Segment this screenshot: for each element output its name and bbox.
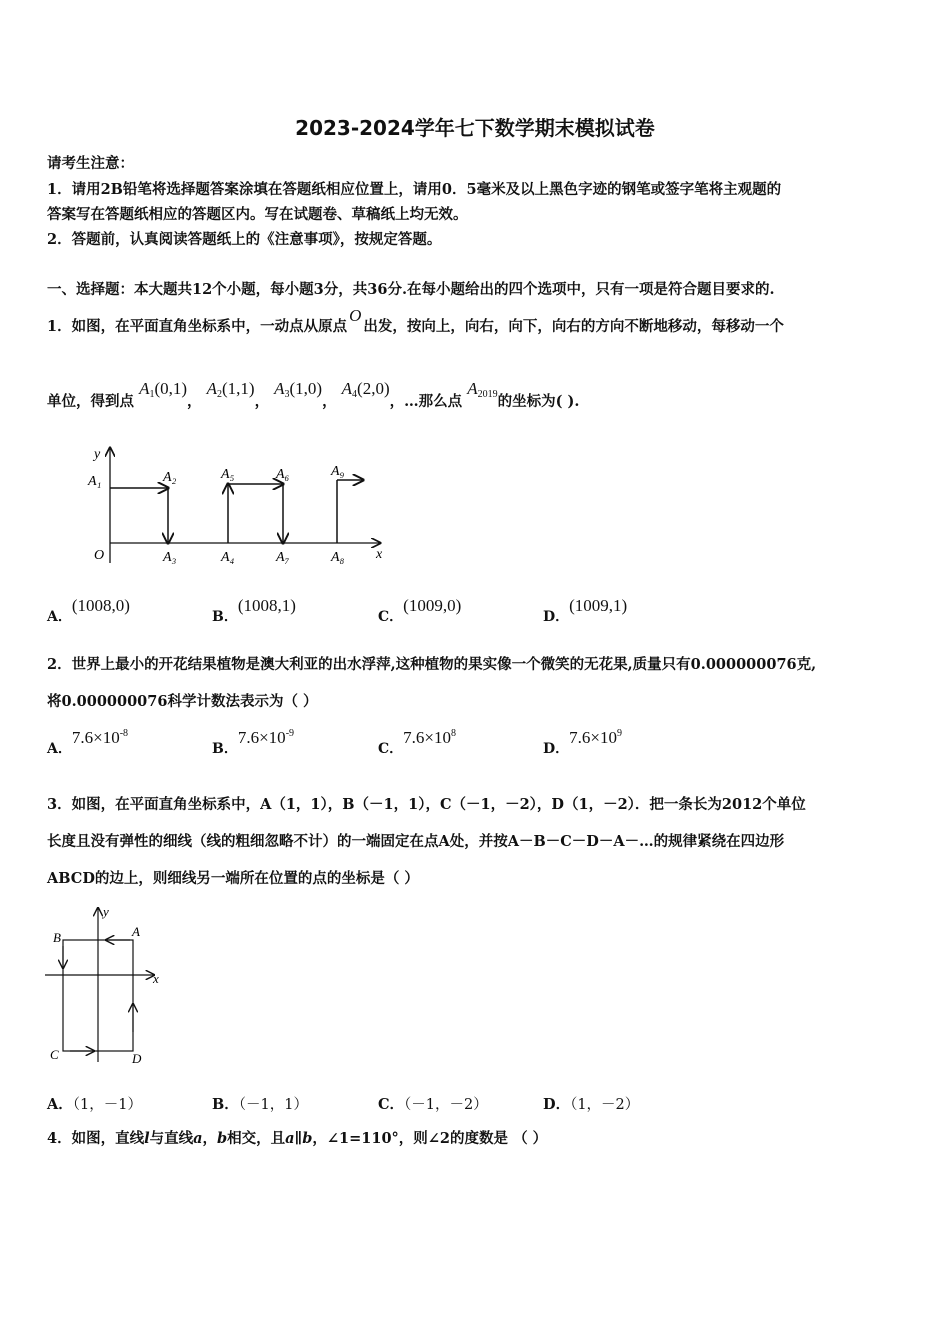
q1-label-a5: A₅ bbox=[221, 467, 235, 482]
q4-text-d: 相交，且 bbox=[227, 1130, 286, 1147]
q1-line2-text-a: 单位，得到点 bbox=[47, 393, 134, 410]
q4-var-l: l bbox=[144, 1130, 150, 1147]
q1-point-a3: $A_3(1,0)$ bbox=[274, 379, 323, 400]
q1-point-a4: $A_4(2,0)$ bbox=[341, 379, 390, 400]
q1-label-x: x bbox=[376, 547, 383, 562]
q1-label-a2: A₂ bbox=[163, 470, 177, 485]
q1-option-c[interactable]: C．(1009,0) bbox=[378, 596, 462, 625]
q2-line-1: 2．世界上最小的开花结果植物是澳大利亚的出水浮萍,这种植物的果实像一个微笑的无花果,质量只有0.000000076克, bbox=[47, 656, 817, 673]
q2-option-d[interactable]: D．$7.6\times 10^9$ bbox=[543, 728, 622, 757]
notice-line-1b: 答案写在答题纸相应的答题区内。写在试题卷、草稿纸上均无效。 bbox=[47, 206, 468, 223]
notice-line-1a: 1．请用2B铅笔将选择题答案涂填在答题纸相应位置上，请用0．5毫米及以上黑色字迹的钢笔或签字笔将主观题的 bbox=[47, 181, 782, 198]
q1-comma-2: ， bbox=[254, 393, 270, 410]
q3-label-a: A bbox=[132, 924, 140, 939]
q1-text-a: 1．如图，在平面直角坐标系中，一动点从原点 bbox=[47, 318, 348, 335]
q1-label-a6: A₆ bbox=[276, 467, 290, 482]
q1-label-origin: O bbox=[94, 548, 105, 563]
q2-line-2: 将0.000000076科学计数法表示为（ ） bbox=[47, 693, 318, 710]
q3-label-y: y bbox=[103, 904, 109, 919]
q1-figure bbox=[80, 438, 390, 568]
q2-option-a[interactable]: A．$7.6\times 10^{-8}$ bbox=[47, 728, 129, 757]
q2-option-c[interactable]: C．$7.6\times 10^8$ bbox=[378, 728, 456, 757]
q4-text-e: ，∠1=110°，则∠2的度数是 （ ） bbox=[312, 1130, 548, 1147]
q1-point-a2: $A_2(1,1)$ bbox=[206, 379, 255, 400]
page-title: 2023-2024学年七下数学期末模拟试卷 bbox=[295, 116, 655, 140]
q1-line2-text-b: ，…那么点 bbox=[389, 393, 463, 410]
q4-text-c: ， bbox=[202, 1130, 218, 1147]
q1-line-1 bbox=[47, 306, 784, 336]
q4-line-1 bbox=[47, 1127, 547, 1148]
q3-label-d: D bbox=[132, 1051, 142, 1066]
q1-origin-symbol: O bbox=[349, 306, 362, 325]
q4-text-b: 与直线 bbox=[149, 1130, 194, 1147]
q3-figure bbox=[40, 902, 170, 1072]
q4-parallel: a∥b bbox=[285, 1130, 313, 1147]
q3-line-2: 长度且没有弹性的细线（线的粗细忽略不计）的一端固定在点A处，并按A－B－C－D－A－…的规律紧绕在四边形 bbox=[47, 833, 785, 850]
notice-line-2: 2．答题前，认真阅读答题纸上的《注意事项》，按规定答题。 bbox=[47, 231, 442, 248]
q3-label-c: C bbox=[50, 1047, 59, 1062]
q3-option-a[interactable]: A．（1，－1） bbox=[47, 1096, 142, 1113]
q1-label-a4: A₄ bbox=[221, 550, 235, 565]
notice-heading: 请考生注意： bbox=[47, 155, 134, 172]
q1-label-a1: A₁ bbox=[88, 474, 102, 489]
q3-option-d[interactable]: D．（1，－2） bbox=[543, 1096, 640, 1113]
q1-label-y: y bbox=[94, 447, 101, 462]
q3-option-c[interactable]: C．（－1，－2） bbox=[378, 1096, 488, 1113]
q1-point-a1: $A_1(0,1)$ bbox=[139, 379, 188, 400]
q1-label-a7: A₇ bbox=[276, 550, 290, 565]
q1-line-2 bbox=[47, 378, 580, 410]
q4-var-b: b bbox=[217, 1130, 228, 1147]
q1-point-a2019: $A_{2019}$ bbox=[467, 379, 498, 400]
q1-label-a8: A₈ bbox=[331, 550, 345, 565]
q4-var-a: a bbox=[193, 1130, 203, 1147]
q2-option-b[interactable]: B．$7.6\times 10^{-9}$ bbox=[212, 728, 295, 757]
q3-label-x: x bbox=[153, 971, 159, 986]
q1-option-d[interactable]: D．(1009,1) bbox=[543, 596, 628, 625]
q4-text-a: 4．如图，直线 bbox=[47, 1130, 145, 1147]
q1-line2-text-c: 的坐标为( ). bbox=[497, 393, 580, 410]
q1-option-b[interactable]: B．(1008,1) bbox=[212, 596, 296, 625]
q3-line-1: 3．如图，在平面直角坐标系中，A（1，1），B（－1，1），C（－1，－2），D（1，－2）．把一条长为2012个单位 bbox=[47, 796, 806, 813]
q1-option-a[interactable]: A．(1008,0) bbox=[47, 596, 130, 625]
q3-label-b: B bbox=[53, 930, 61, 945]
q1-label-a9: A₉ bbox=[331, 464, 345, 479]
q1-text-b: 出发，按向上，向右，向下，向右的方向不断地移动，每移动一个 bbox=[363, 318, 784, 335]
q1-comma-1: ， bbox=[187, 393, 202, 410]
q3-line-3: ABCD的边上，则细线另一端所在位置的点的坐标是（ ） bbox=[47, 870, 419, 887]
section-heading: 一、选择题：本大题共12个小题，每小题3分，共36分.在每小题给出的四个选项中，只有一项是符合题目要求的. bbox=[47, 281, 775, 298]
q1-comma-3: ， bbox=[322, 393, 337, 410]
q1-label-a3: A₃ bbox=[163, 550, 177, 565]
q3-option-b[interactable]: B．（－1，1） bbox=[212, 1096, 308, 1113]
